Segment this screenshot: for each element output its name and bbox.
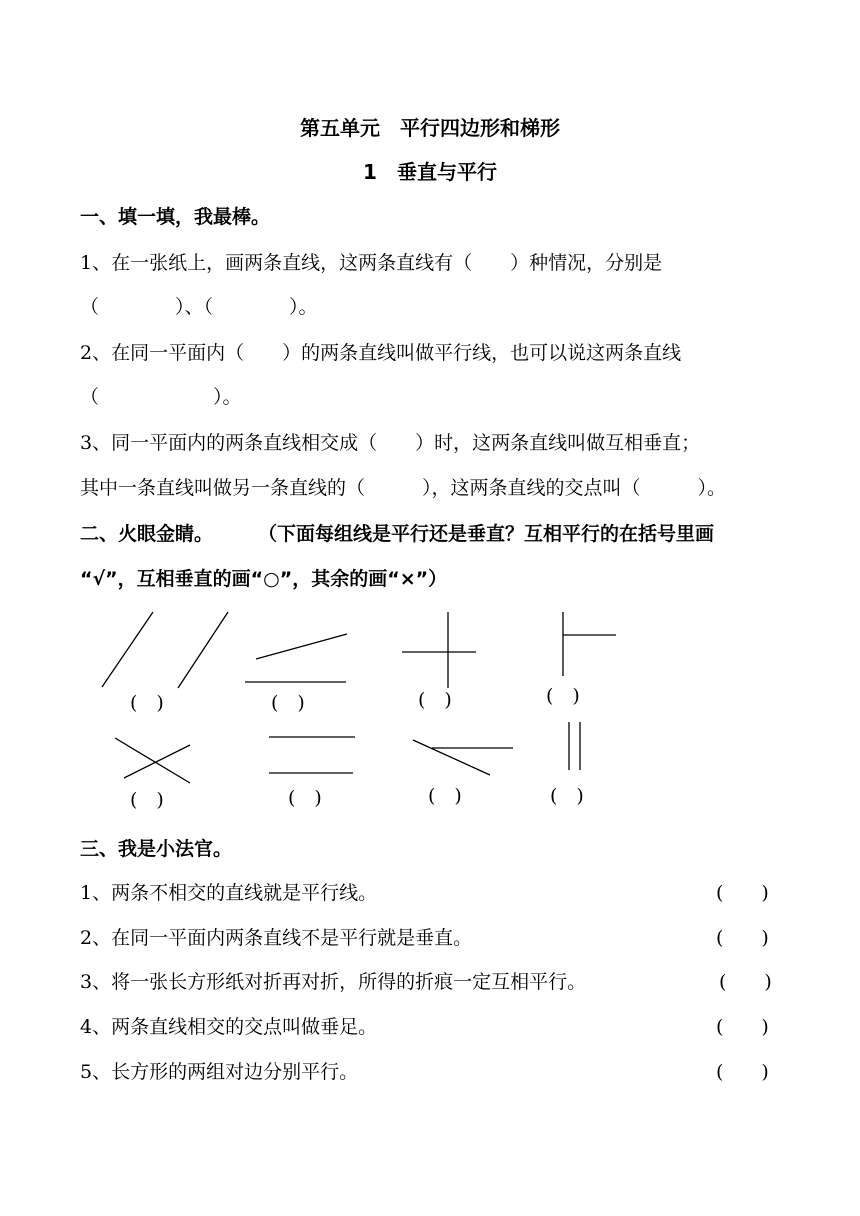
- judgement-item-4: 4、两条直线相交的交点叫做垂足。: [80, 1016, 378, 1038]
- judgement-item-1-blank[interactable]: ( ): [716, 882, 769, 904]
- figure-1-line-b: [178, 612, 228, 688]
- lesson-title: 1 垂直与平行: [363, 160, 497, 184]
- question-1-line-1: 1、在一张纸上，画两条直线，这两条直线有（ ）种情况，分别是: [80, 252, 663, 274]
- judgement-item-5-blank[interactable]: ( ): [716, 1061, 769, 1083]
- section3-heading: 三、我是小法官。: [80, 838, 233, 860]
- figure-8-answer-blank[interactable]: ( ): [550, 785, 584, 807]
- section2-heading: 二、火眼金睛。: [80, 523, 214, 545]
- figure-5-answer-blank[interactable]: ( ): [130, 789, 164, 811]
- figure-1-line-a: [102, 612, 153, 687]
- section2-instruction-line-2: “√”，互相垂直的画“○”，其余的画“×”）: [80, 568, 448, 590]
- judgement-item-4-blank[interactable]: ( ): [716, 1016, 769, 1038]
- judgement-item-3: 3、将一张长方形纸对折再对折，所得的折痕一定互相平行。: [80, 971, 587, 993]
- question-2-line-1: 2、在同一平面内（ ）的两条直线叫做平行线，也可以说这两条直线: [80, 342, 682, 364]
- judgement-item-5: 5、长方形的两组对边分别平行。: [80, 1061, 359, 1083]
- judgement-item-2: 2、在同一平面内两条直线不是平行就是垂直。: [80, 927, 473, 949]
- unit-title: 第五单元 平行四边形和梯形: [300, 116, 560, 140]
- figure-1-answer-blank[interactable]: ( ): [130, 692, 164, 714]
- section1-heading: 一、填一填，我最棒。: [80, 206, 271, 228]
- section2-instruction: （下面每组线是平行还是垂直？互相平行的在括号里画: [258, 523, 715, 545]
- judgement-item-3-blank[interactable]: ( ): [719, 971, 772, 993]
- figure-7-answer-blank[interactable]: ( ): [428, 785, 462, 807]
- judgement-item-1: 1、两条不相交的直线就是平行线。: [80, 882, 378, 904]
- figure-6-answer-blank[interactable]: ( ): [288, 787, 322, 809]
- figure-2-line-a: [256, 634, 347, 659]
- question-3-line-1: 3、同一平面内的两条直线相交成（ ）时，这两条直线叫做互相垂直；: [80, 432, 701, 454]
- figure-2-answer-blank[interactable]: ( ): [271, 692, 305, 714]
- figure-7-line-slanted: [413, 740, 490, 775]
- figure-4-answer-blank[interactable]: ( ): [546, 685, 580, 707]
- judgement-item-2-blank[interactable]: ( ): [716, 927, 769, 949]
- figure-3-answer-blank[interactable]: ( ): [418, 689, 452, 711]
- question-2-line-2: （ ）。: [80, 386, 242, 408]
- question-1-line-2: （ ）、（ ）。: [80, 296, 318, 318]
- question-3-line-2: 其中一条直线叫做另一条直线的（ ），这两条直线的交点叫（ ）。: [80, 477, 727, 499]
